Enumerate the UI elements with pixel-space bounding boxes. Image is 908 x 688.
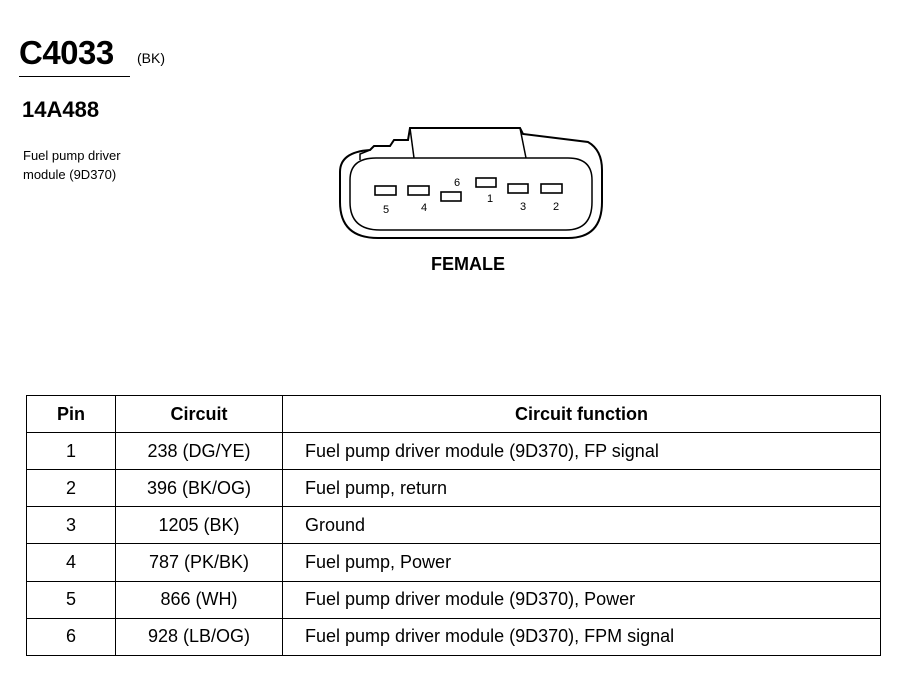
pin-label-6: 6 bbox=[453, 177, 461, 189]
table-row bbox=[27, 433, 881, 470]
circuit-cell: 1205 (BK) bbox=[116, 507, 283, 544]
table-row bbox=[27, 618, 881, 655]
circuit-cell: 787 (PK/BK) bbox=[116, 544, 283, 581]
pin-cell: 5 bbox=[27, 581, 116, 618]
pin-cell: 4 bbox=[27, 544, 116, 581]
connector-housing-outer bbox=[340, 128, 602, 238]
connector-gender-label: FEMALE bbox=[431, 254, 505, 274]
connector-color: (BK) bbox=[137, 50, 165, 66]
pin-cavity-5 bbox=[375, 186, 396, 195]
table-row bbox=[27, 581, 881, 618]
header-pin: Pin bbox=[27, 396, 116, 433]
latch-left-wall bbox=[410, 128, 414, 158]
part-number: 14A488 bbox=[22, 97, 100, 122]
pin-label-2: 2 bbox=[552, 201, 560, 213]
function-cell: Fuel pump driver module (9D370), Power bbox=[283, 581, 881, 618]
circuit-cell: 928 (LB/OG) bbox=[116, 618, 283, 655]
function-cell: Ground bbox=[283, 507, 881, 544]
pin-label-1: 1 bbox=[486, 193, 494, 205]
pin-cell: 3 bbox=[27, 507, 116, 544]
circuit-cell: 396 (BK/OG) bbox=[116, 470, 283, 507]
pin-cavity-6 bbox=[441, 192, 461, 201]
function-cell: Fuel pump driver module (9D370), FP signal bbox=[283, 433, 881, 470]
pin-cavity-3 bbox=[508, 184, 528, 193]
function-cell: Fuel pump driver module (9D370), FPM signal bbox=[283, 618, 881, 655]
header-circuit-function: Circuit function bbox=[283, 396, 881, 433]
pin-cavity-1 bbox=[476, 178, 496, 187]
connector-id: C4033 bbox=[19, 34, 114, 71]
function-cell: Fuel pump, Power bbox=[283, 544, 881, 581]
description-line-1: Fuel pump driver bbox=[23, 148, 121, 163]
circuit-cell: 866 (WH) bbox=[116, 581, 283, 618]
connector-face-diagram bbox=[330, 120, 610, 242]
pin-cavity-4 bbox=[408, 186, 429, 195]
pin-label-4: 4 bbox=[420, 202, 428, 214]
pin-cell: 1 bbox=[27, 433, 116, 470]
pin-cell: 6 bbox=[27, 618, 116, 655]
table-row bbox=[27, 470, 881, 507]
connector-housing-inner bbox=[350, 158, 592, 230]
circuit-cell: 238 (DG/YE) bbox=[116, 433, 283, 470]
table-header-row bbox=[27, 396, 881, 433]
pin-cavity-2 bbox=[541, 184, 562, 193]
description-line-2: module (9D370) bbox=[23, 167, 117, 182]
table-row bbox=[27, 544, 881, 581]
pin-label-5: 5 bbox=[382, 204, 390, 216]
pin-cell: 2 bbox=[27, 470, 116, 507]
table-row bbox=[27, 507, 881, 544]
header-circuit: Circuit bbox=[116, 396, 283, 433]
connector-id-underline bbox=[19, 76, 130, 77]
connector-description bbox=[23, 146, 183, 184]
pinout-table bbox=[26, 395, 881, 656]
function-cell: Fuel pump, return bbox=[283, 470, 881, 507]
pin-label-3: 3 bbox=[519, 201, 527, 213]
